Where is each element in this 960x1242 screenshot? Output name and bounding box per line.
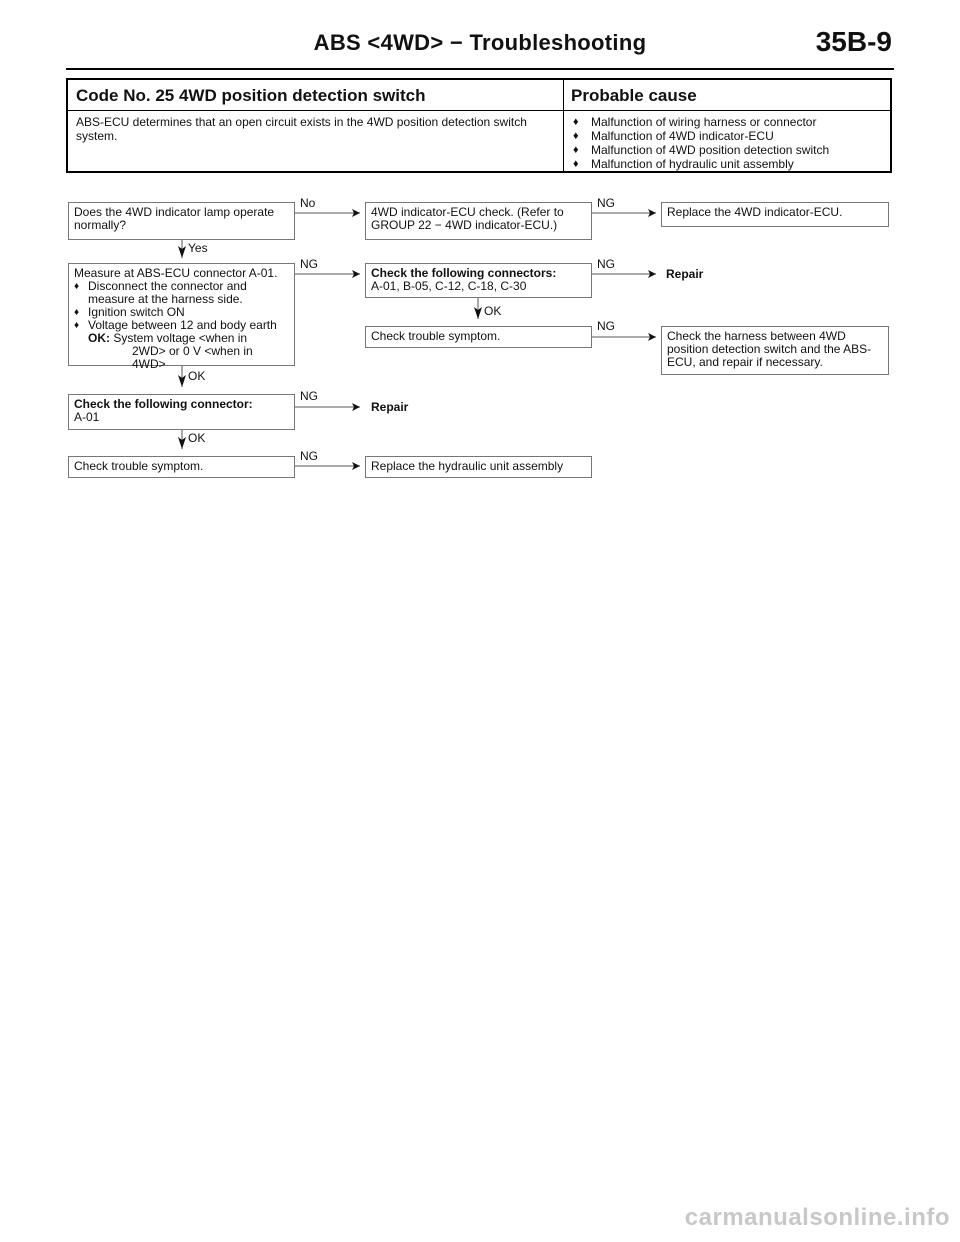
watermark: carmanualsonline.info	[684, 1204, 950, 1231]
check-symptom-2-box	[68, 456, 295, 478]
code-heading: Code No. 25 4WD position detection switch	[76, 86, 426, 105]
connector-ok-label: OK	[188, 431, 206, 445]
check-connectors-title: Check the following connectors:	[371, 266, 557, 280]
check-harness-box	[661, 326, 889, 375]
measure-box	[68, 263, 295, 371]
replace-ecu-box	[661, 202, 889, 227]
measure-step: ♦ Disconnect the connector and measure at the harness side.	[74, 280, 289, 306]
check-symptom-2-text: Check trouble symptom.	[74, 459, 204, 473]
check-connector-box	[68, 394, 295, 430]
q1-text: Does the 4WD indicator lamp operate normally?	[74, 205, 275, 232]
replace-hydraulic-text: Replace the hydraulic unit assembly	[371, 459, 564, 473]
cause-item: ♦ Malfunction of wiring harness or connector	[571, 115, 889, 129]
check-connector-title: Check the following connector:	[74, 397, 253, 411]
connectors-ng-label: NG	[597, 257, 615, 271]
symptom2-ng-label: NG	[300, 449, 318, 463]
ecu-check-text: 4WD indicator-ECU check. (Refer to GROUP 22 − 4WD indicator-ECU.)	[371, 205, 564, 232]
page-title: ABS <4WD> − Troubleshooting	[313, 30, 647, 55]
cause-item: ♦ Malfunction of 4WD indicator-ECU	[571, 129, 889, 143]
measure-ng-label: NG	[300, 257, 318, 271]
cause-item: ♦ Malfunction of 4WD position detection switch	[571, 143, 889, 157]
check-symptom-1-text: Check trouble symptom.	[371, 329, 501, 343]
page-number: 35B-9	[815, 26, 892, 57]
ecu-ng-label: NG	[597, 196, 615, 210]
replace-hydraulic-box	[365, 456, 592, 478]
check-symptom-1-box	[365, 326, 592, 348]
ok-text-cont: 2WD> or 0 V <when in 4WD>	[132, 344, 253, 371]
code-description: ABS-ECU determines that an open circuit exists in the 4WD position detection switch system.	[76, 115, 527, 143]
connector-ng-label: NG	[300, 389, 318, 403]
measure-step: ♦ Voltage between 12 and body earth	[74, 319, 289, 332]
check-connectors-list: A-01, B-05, C-12, C-18, C-30	[371, 279, 527, 293]
flowchart-connectors	[0, 0, 960, 520]
q1-no-label: No	[300, 196, 316, 210]
replace-ecu-text: Replace the 4WD indicator-ECU.	[667, 205, 843, 219]
check-harness-text: Check the harness between 4WD position detection switch and the ABS-ECU, and repair if necessary.	[667, 329, 872, 369]
check-connector-id: A-01	[74, 410, 100, 424]
check-connectors-box	[365, 263, 592, 298]
q1-box	[68, 202, 295, 240]
probable-cause-heading: Probable cause	[571, 86, 697, 105]
repair-2: Repair	[371, 400, 409, 414]
ok-label: OK:	[88, 331, 110, 345]
q1-yes-label: Yes	[188, 241, 208, 255]
cause-item: ♦ Malfunction of hydraulic unit assembly	[571, 157, 889, 171]
ok-text: System voltage <when in	[113, 331, 248, 345]
repair-1: Repair	[666, 267, 704, 281]
measure-title: Measure at ABS-ECU connector A-01.	[74, 266, 278, 280]
ecu-check-box	[365, 202, 592, 240]
measure-ok-label: OK	[188, 369, 206, 383]
measure-step: ♦ Ignition switch ON	[74, 306, 289, 319]
connectors-ok-label: OK	[484, 304, 502, 318]
measure-steps	[74, 280, 289, 332]
symptom1-ng-label: NG	[597, 319, 615, 333]
